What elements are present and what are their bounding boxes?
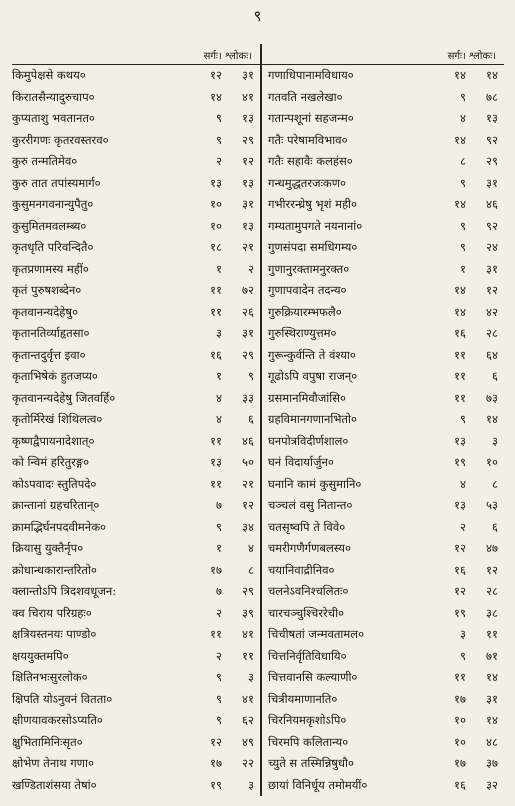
index-entry — [12, 452, 260, 474]
verse-text: चिचीषतां जन्मवतामल० — [268, 627, 365, 642]
verse-text: गतान्पशूनां सहजन्म० — [268, 111, 354, 126]
shloka-number: ६२ — [242, 713, 254, 728]
sarga-number: ११ — [454, 390, 466, 405]
shloka-number: ४९ — [242, 734, 254, 749]
index-entry — [12, 280, 260, 302]
sarga-number: १३ — [454, 433, 466, 448]
verse-text: क्षययुक्तमपि० — [12, 648, 69, 663]
index-entry — [12, 431, 260, 453]
index-entry — [12, 581, 260, 603]
index-entry — [12, 753, 260, 775]
sarga-number: १४ — [210, 89, 222, 104]
shloka-number: ४ — [248, 541, 254, 556]
index-entry — [12, 495, 260, 517]
index-entry — [12, 560, 260, 582]
verse-text: क्रियासु युक्तैर्नृप० — [12, 541, 84, 556]
left-column — [12, 44, 260, 800]
shloka-number: १४ — [486, 670, 498, 685]
index-entry — [262, 560, 504, 582]
shloka-number: २९ — [242, 584, 254, 599]
index-entry — [262, 345, 504, 367]
index-entry — [262, 775, 504, 797]
verse-text: गन्धमुद्धतरजःकण० — [268, 175, 347, 190]
index-entry — [12, 710, 260, 732]
verse-text: चमरीगणैर्गणबलस्य० — [268, 541, 351, 556]
shloka-number: २२ — [242, 756, 254, 771]
index-entry — [262, 65, 504, 87]
verse-text: कुरु तात तपांस्यमार्ग० — [12, 175, 101, 190]
shloka-number: ३१ — [486, 691, 498, 706]
index-entry — [262, 452, 504, 474]
shloka-number: २१ — [242, 476, 254, 491]
shloka-number: १३ — [486, 111, 498, 126]
verse-text: क्षीणयावकरसोऽप्यति० — [12, 713, 103, 728]
verse-text: कुररीगणः कृतरवस्तरव० — [12, 132, 109, 147]
index-entry — [262, 323, 504, 345]
sarga-number: ९ — [216, 691, 222, 706]
index-entry — [12, 603, 260, 625]
sarga-number: ११ — [210, 476, 222, 491]
shloka-number: १३ — [242, 218, 254, 233]
sarga-number: १० — [454, 713, 466, 728]
header-rule — [12, 64, 260, 65]
right-column-header — [262, 44, 504, 65]
index-entry — [262, 581, 504, 603]
shloka-number: ६४ — [486, 347, 498, 362]
sarga-number: १४ — [454, 68, 466, 83]
index-entry — [262, 753, 504, 775]
sarga-number: १२ — [454, 541, 466, 556]
sarga-number: ३ — [460, 627, 466, 642]
index-entry — [262, 280, 504, 302]
verse-text: कोऽपवादः स्तुतिपदे० — [12, 476, 97, 491]
shloka-number: ९ — [248, 369, 254, 384]
left-rows — [12, 65, 260, 796]
sarga-number: ९ — [460, 412, 466, 427]
index-entry — [262, 237, 504, 259]
sarga-number: २ — [216, 154, 222, 169]
shloka-number: २६ — [242, 304, 254, 319]
shloka-number: १० — [486, 455, 498, 470]
verse-text: खण्डिताशंसया तेषां० — [12, 777, 97, 792]
sarga-number: १२ — [454, 584, 466, 599]
verse-text: कृताभिषेकं हुतजप्य० — [12, 369, 98, 384]
sarga-number: ७ — [216, 498, 222, 513]
sarga-number: १० — [210, 218, 222, 233]
shloka-number: ३ — [248, 670, 254, 685]
shloka-number: १३ — [242, 111, 254, 126]
index-entry — [262, 130, 504, 152]
index-entry — [262, 495, 504, 517]
verse-text: गतैः परेषामविभाव० — [268, 132, 348, 147]
index-entry — [12, 216, 260, 238]
sarga-number: ३ — [216, 326, 222, 341]
sarga-number: ९ — [460, 648, 466, 663]
shloka-number: २९ — [486, 154, 498, 169]
verse-text: कुप्यताशु भवतानत० — [12, 111, 95, 126]
shloka-number: १२ — [486, 562, 498, 577]
verse-text: गुरुस्थिराण्युत्तम० — [268, 326, 337, 341]
index-entry — [12, 323, 260, 345]
index-entry — [262, 194, 504, 216]
verse-text: गुरुक्रियारम्भफलै० — [268, 304, 342, 319]
shloka-number: ११ — [242, 648, 254, 663]
sarga-number: १ — [460, 261, 466, 276]
verse-text: क्षोभेण तेनाथ गणा० — [12, 756, 94, 771]
index-entry — [12, 194, 260, 216]
sarga-number: २ — [216, 648, 222, 663]
shloka-number: ३१ — [486, 175, 498, 190]
index-entry — [12, 366, 260, 388]
index-entry — [262, 646, 504, 668]
verse-text: क्षिपति योऽनुवनं वितता० — [12, 691, 113, 706]
index-entry — [12, 87, 260, 109]
left-column-header — [12, 44, 260, 65]
verse-text: क्रामद्भिर्घनपदवीमनेक० — [12, 519, 107, 534]
sarga-number: ८ — [460, 154, 466, 169]
shloka-number: ३ — [248, 777, 254, 792]
sarga-number: ११ — [454, 670, 466, 685]
shloka-number: १४ — [486, 412, 498, 427]
shloka-number: ८ — [248, 562, 254, 577]
index-entry — [12, 151, 260, 173]
index-entry — [262, 151, 504, 173]
index-entry — [12, 302, 260, 324]
index-entry — [12, 108, 260, 130]
verse-text: कृतधृति परिवन्दितै० — [12, 240, 94, 255]
right-header-label: सर्गः। श्लोकः। — [447, 51, 496, 62]
sarga-number: ११ — [454, 347, 466, 362]
sarga-number: ११ — [454, 369, 466, 384]
sarga-number: १४ — [454, 132, 466, 147]
verse-text: किरातसैन्यादुरुचाप० — [12, 89, 95, 104]
shloka-number: ६ — [492, 519, 498, 534]
sarga-number: १७ — [454, 691, 466, 706]
verse-text: कृतान्तदुर्वृत्त इवा० — [12, 347, 86, 362]
verse-text: कृतोर्मिरेखं शिथिलत्व० — [12, 412, 103, 427]
shloka-number: ३१ — [242, 326, 254, 341]
index-entry — [262, 667, 504, 689]
sarga-number: १३ — [210, 175, 222, 190]
verse-text: चञ्चलं वसु नितान्त० — [268, 498, 353, 513]
index-entry — [12, 689, 260, 711]
verse-text: ग्रसमानमिवौजांसि० — [268, 390, 346, 405]
shloka-number: १४ — [486, 713, 498, 728]
shloka-number: ७३ — [486, 390, 498, 405]
verse-text: गूढोऽपि वपुषा राजन्० — [268, 369, 358, 384]
sarga-number: ९ — [216, 670, 222, 685]
index-entry — [262, 710, 504, 732]
verse-text: क्रान्तानां ग्रहचरितान्० — [12, 498, 100, 513]
shloka-number: ४७ — [486, 541, 498, 556]
verse-text: क्षितिनभःसुरलोक० — [12, 670, 88, 685]
index-entry — [262, 366, 504, 388]
verse-text: कृतानतिर्व्याहृतसा० — [12, 326, 90, 341]
sarga-number: ९ — [216, 713, 222, 728]
shloka-number: ४६ — [486, 197, 498, 212]
sarga-number: ११ — [210, 627, 222, 642]
verse-text: चित्तवानसि कल्याणी० — [268, 670, 358, 685]
index-entry — [262, 87, 504, 109]
verse-text: चयानिवाद्रीनिव० — [268, 562, 335, 577]
sarga-number: १६ — [210, 347, 222, 362]
left-header-label: सर्गः। श्लोकः। — [203, 51, 252, 62]
verse-text: कृतप्रणामस्य महीं० — [12, 261, 89, 276]
index-entry — [12, 775, 260, 797]
index-entry — [12, 538, 260, 560]
sarga-number: १३ — [454, 498, 466, 513]
index-sheet — [12, 44, 504, 800]
shloka-number: ३७ — [486, 756, 498, 771]
index-entry — [12, 259, 260, 281]
shloka-number: २९ — [242, 347, 254, 362]
shloka-number: ३१ — [242, 197, 254, 212]
index-entry — [12, 65, 260, 87]
sarga-number: ९ — [216, 132, 222, 147]
verse-text: गतवति नखलेखा० — [268, 89, 343, 104]
sarga-number: १ — [216, 541, 222, 556]
sarga-number: १२ — [210, 734, 222, 749]
index-entry — [262, 689, 504, 711]
shloka-number: ४८ — [486, 734, 498, 749]
index-entry — [12, 388, 260, 410]
shloka-number: ३१ — [486, 261, 498, 276]
sarga-number: १० — [210, 197, 222, 212]
index-entry — [262, 173, 504, 195]
index-entry — [12, 474, 260, 496]
header-rule — [262, 64, 504, 65]
verse-text: को न्विमं हरितुरङ्ग० — [12, 455, 90, 470]
sarga-number: ९ — [216, 519, 222, 534]
shloka-number: ३१ — [242, 68, 254, 83]
shloka-number: ३२ — [486, 777, 498, 792]
index-entry — [262, 474, 504, 496]
verse-text: छायां विनिर्धूय तमोमयीं० — [268, 777, 368, 792]
shloka-number: १२ — [242, 154, 254, 169]
index-entry — [262, 409, 504, 431]
sarga-number: १६ — [454, 562, 466, 577]
verse-text: कृतवानन्यदेहेषु० — [12, 304, 79, 319]
shloka-number: ७१ — [486, 648, 498, 663]
verse-text: च्युते स तस्मिन्निषुधौ० — [268, 756, 354, 771]
page-number: ९ — [253, 7, 262, 25]
shloka-number: १३ — [242, 175, 254, 190]
index-entry — [12, 646, 260, 668]
verse-text: चतसृष्वपि ते विवे० — [268, 519, 346, 534]
shloka-number: १२ — [242, 498, 254, 513]
verse-text: कुसुमनगवनान्युपैतु० — [12, 197, 94, 212]
sarga-number: ९ — [216, 111, 222, 126]
verse-text: गभीररन्ध्रेषु भृशं मही० — [268, 197, 358, 212]
shloka-number: १२ — [486, 283, 498, 298]
sarga-number: ११ — [210, 304, 222, 319]
index-entry — [262, 603, 504, 625]
sarga-number: २ — [216, 605, 222, 620]
shloka-number: ४१ — [242, 89, 254, 104]
index-entry — [12, 624, 260, 646]
sarga-number: १९ — [454, 605, 466, 620]
index-entry — [12, 345, 260, 367]
sarga-number: ९ — [460, 218, 466, 233]
shloka-number: ९२ — [486, 132, 498, 147]
index-entry — [262, 216, 504, 238]
verse-text: गम्यतामुपगते नयनानां० — [268, 218, 363, 233]
verse-text: गुणानुरक्तामनुरक्त० — [268, 261, 350, 276]
verse-text: क्लान्तोऽपि त्रिदशवधूजन: — [12, 584, 117, 599]
verse-text: गणाधिपानामविधाय० — [268, 68, 354, 83]
shloka-number: ४१ — [242, 691, 254, 706]
column-divider — [260, 44, 262, 796]
verse-text: क्रोधान्धकारान्तरितो० — [12, 562, 97, 577]
sarga-number: ९ — [460, 175, 466, 190]
shloka-number: २१ — [242, 240, 254, 255]
index-entry — [262, 624, 504, 646]
shloka-number: ४२ — [486, 304, 498, 319]
verse-text: चिरमपि कलितान्य० — [268, 734, 349, 749]
sarga-number: १२ — [210, 68, 222, 83]
right-rows — [262, 65, 504, 796]
shloka-number: ७८ — [486, 89, 498, 104]
verse-text: चित्रीयमाणानति० — [268, 691, 338, 706]
index-entry — [12, 237, 260, 259]
index-entry — [262, 108, 504, 130]
shloka-number: ५३ — [486, 498, 498, 513]
shloka-number: २ — [248, 261, 254, 276]
index-entry — [262, 388, 504, 410]
index-entry — [262, 259, 504, 281]
verse-text: घनं विदार्यार्जुन० — [268, 455, 334, 470]
sarga-number: ४ — [216, 412, 222, 427]
sarga-number: ७ — [216, 584, 222, 599]
verse-text: चारचञ्चुश्चिररेची० — [268, 605, 345, 620]
index-entry — [262, 732, 504, 754]
sarga-number: २ — [460, 519, 466, 534]
verse-text: कुसुमितमवलम्ब्य० — [12, 218, 87, 233]
verse-text: घनानि कामं कुसुमानि० — [268, 476, 362, 491]
shloka-number: ४१ — [242, 627, 254, 642]
index-entry — [12, 667, 260, 689]
shloka-number: ६ — [248, 412, 254, 427]
sarga-number: १३ — [210, 455, 222, 470]
shloka-number: ९२ — [486, 218, 498, 233]
verse-text: घनपोत्रविदीर्णशाल० — [268, 433, 349, 448]
sarga-number: १९ — [454, 455, 466, 470]
verse-text: गुणसंपदा समधिगम्य० — [268, 240, 358, 255]
shloka-number: ४६ — [242, 433, 254, 448]
verse-text: कुरु तन्मतिमेव० — [12, 154, 78, 169]
sarga-number: ९ — [460, 89, 466, 104]
index-entry — [262, 302, 504, 324]
verse-text: कृष्णद्वैपायनादेशात्० — [12, 433, 95, 448]
sarga-number: १७ — [210, 562, 222, 577]
sarga-number: १ — [216, 369, 222, 384]
shloka-number: २८ — [486, 584, 498, 599]
shloka-number: ३४ — [242, 519, 254, 534]
shloka-number: ३९ — [242, 605, 254, 620]
shloka-number: ६ — [492, 369, 498, 384]
shloka-number: ३३ — [242, 390, 254, 405]
index-entry — [12, 173, 260, 195]
index-entry — [12, 409, 260, 431]
sarga-number: १७ — [454, 756, 466, 771]
verse-text: गुणापवादेन तदन्य० — [268, 283, 347, 298]
sarga-number: ४ — [460, 476, 466, 491]
verse-text: कृतं पुरुषशब्देन० — [12, 283, 82, 298]
verse-text: गुरून्कुर्वन्ति ते वंश्या० — [268, 347, 356, 362]
verse-text: क्षुभितामिनिःसृत० — [12, 734, 83, 749]
sarga-number: १६ — [454, 777, 466, 792]
verse-text: किमुपेक्षसे कथय० — [12, 68, 86, 83]
verse-text: क्षत्रियस्तनयः पाण्डो० — [12, 627, 97, 642]
shloka-number: २९ — [242, 132, 254, 147]
shloka-number: १४ — [486, 68, 498, 83]
sarga-number: १९ — [210, 777, 222, 792]
shloka-number: ३ — [492, 433, 498, 448]
shloka-number: ८ — [492, 476, 498, 491]
index-entry — [262, 538, 504, 560]
sarga-number: ११ — [210, 283, 222, 298]
sarga-number: १७ — [210, 756, 222, 771]
verse-text: कृतवानन्यदेहेषु जितवर्हि० — [12, 390, 116, 405]
index-entry — [12, 517, 260, 539]
verse-text: चलनेऽवनिश्चलितः० — [268, 584, 349, 599]
right-column — [262, 44, 504, 800]
sarga-number: १४ — [454, 283, 466, 298]
sarga-number: १४ — [454, 197, 466, 212]
verse-text: गतैः सहावैः कलहंस० — [268, 154, 353, 169]
shloka-number: ७२ — [242, 283, 254, 298]
sarga-number: ९ — [460, 240, 466, 255]
verse-text: क्व चिराय परिग्रहः० — [12, 605, 92, 620]
index-entry — [12, 732, 260, 754]
sarga-number: ४ — [460, 111, 466, 126]
shloka-number: २४ — [486, 240, 498, 255]
shloka-number: ३८ — [486, 605, 498, 620]
index-entry — [262, 517, 504, 539]
sarga-number: १४ — [454, 304, 466, 319]
index-entry — [262, 431, 504, 453]
verse-text: ग्रहविमानगणानभितो० — [268, 412, 357, 427]
sarga-number: ११ — [210, 433, 222, 448]
verse-text: चित्तनिर्वृतिविधायि० — [268, 648, 347, 663]
shloka-number: ५० — [242, 455, 254, 470]
shloka-number: ११ — [486, 627, 498, 642]
verse-text: चिरनियमकृशोऽपि० — [268, 713, 347, 728]
sarga-number: १८ — [210, 240, 222, 255]
sarga-number: ४ — [216, 390, 222, 405]
sarga-number: १६ — [454, 326, 466, 341]
sarga-number: १ — [216, 261, 222, 276]
sarga-number: १० — [454, 734, 466, 749]
shloka-number: २८ — [486, 326, 498, 341]
index-entry — [12, 130, 260, 152]
